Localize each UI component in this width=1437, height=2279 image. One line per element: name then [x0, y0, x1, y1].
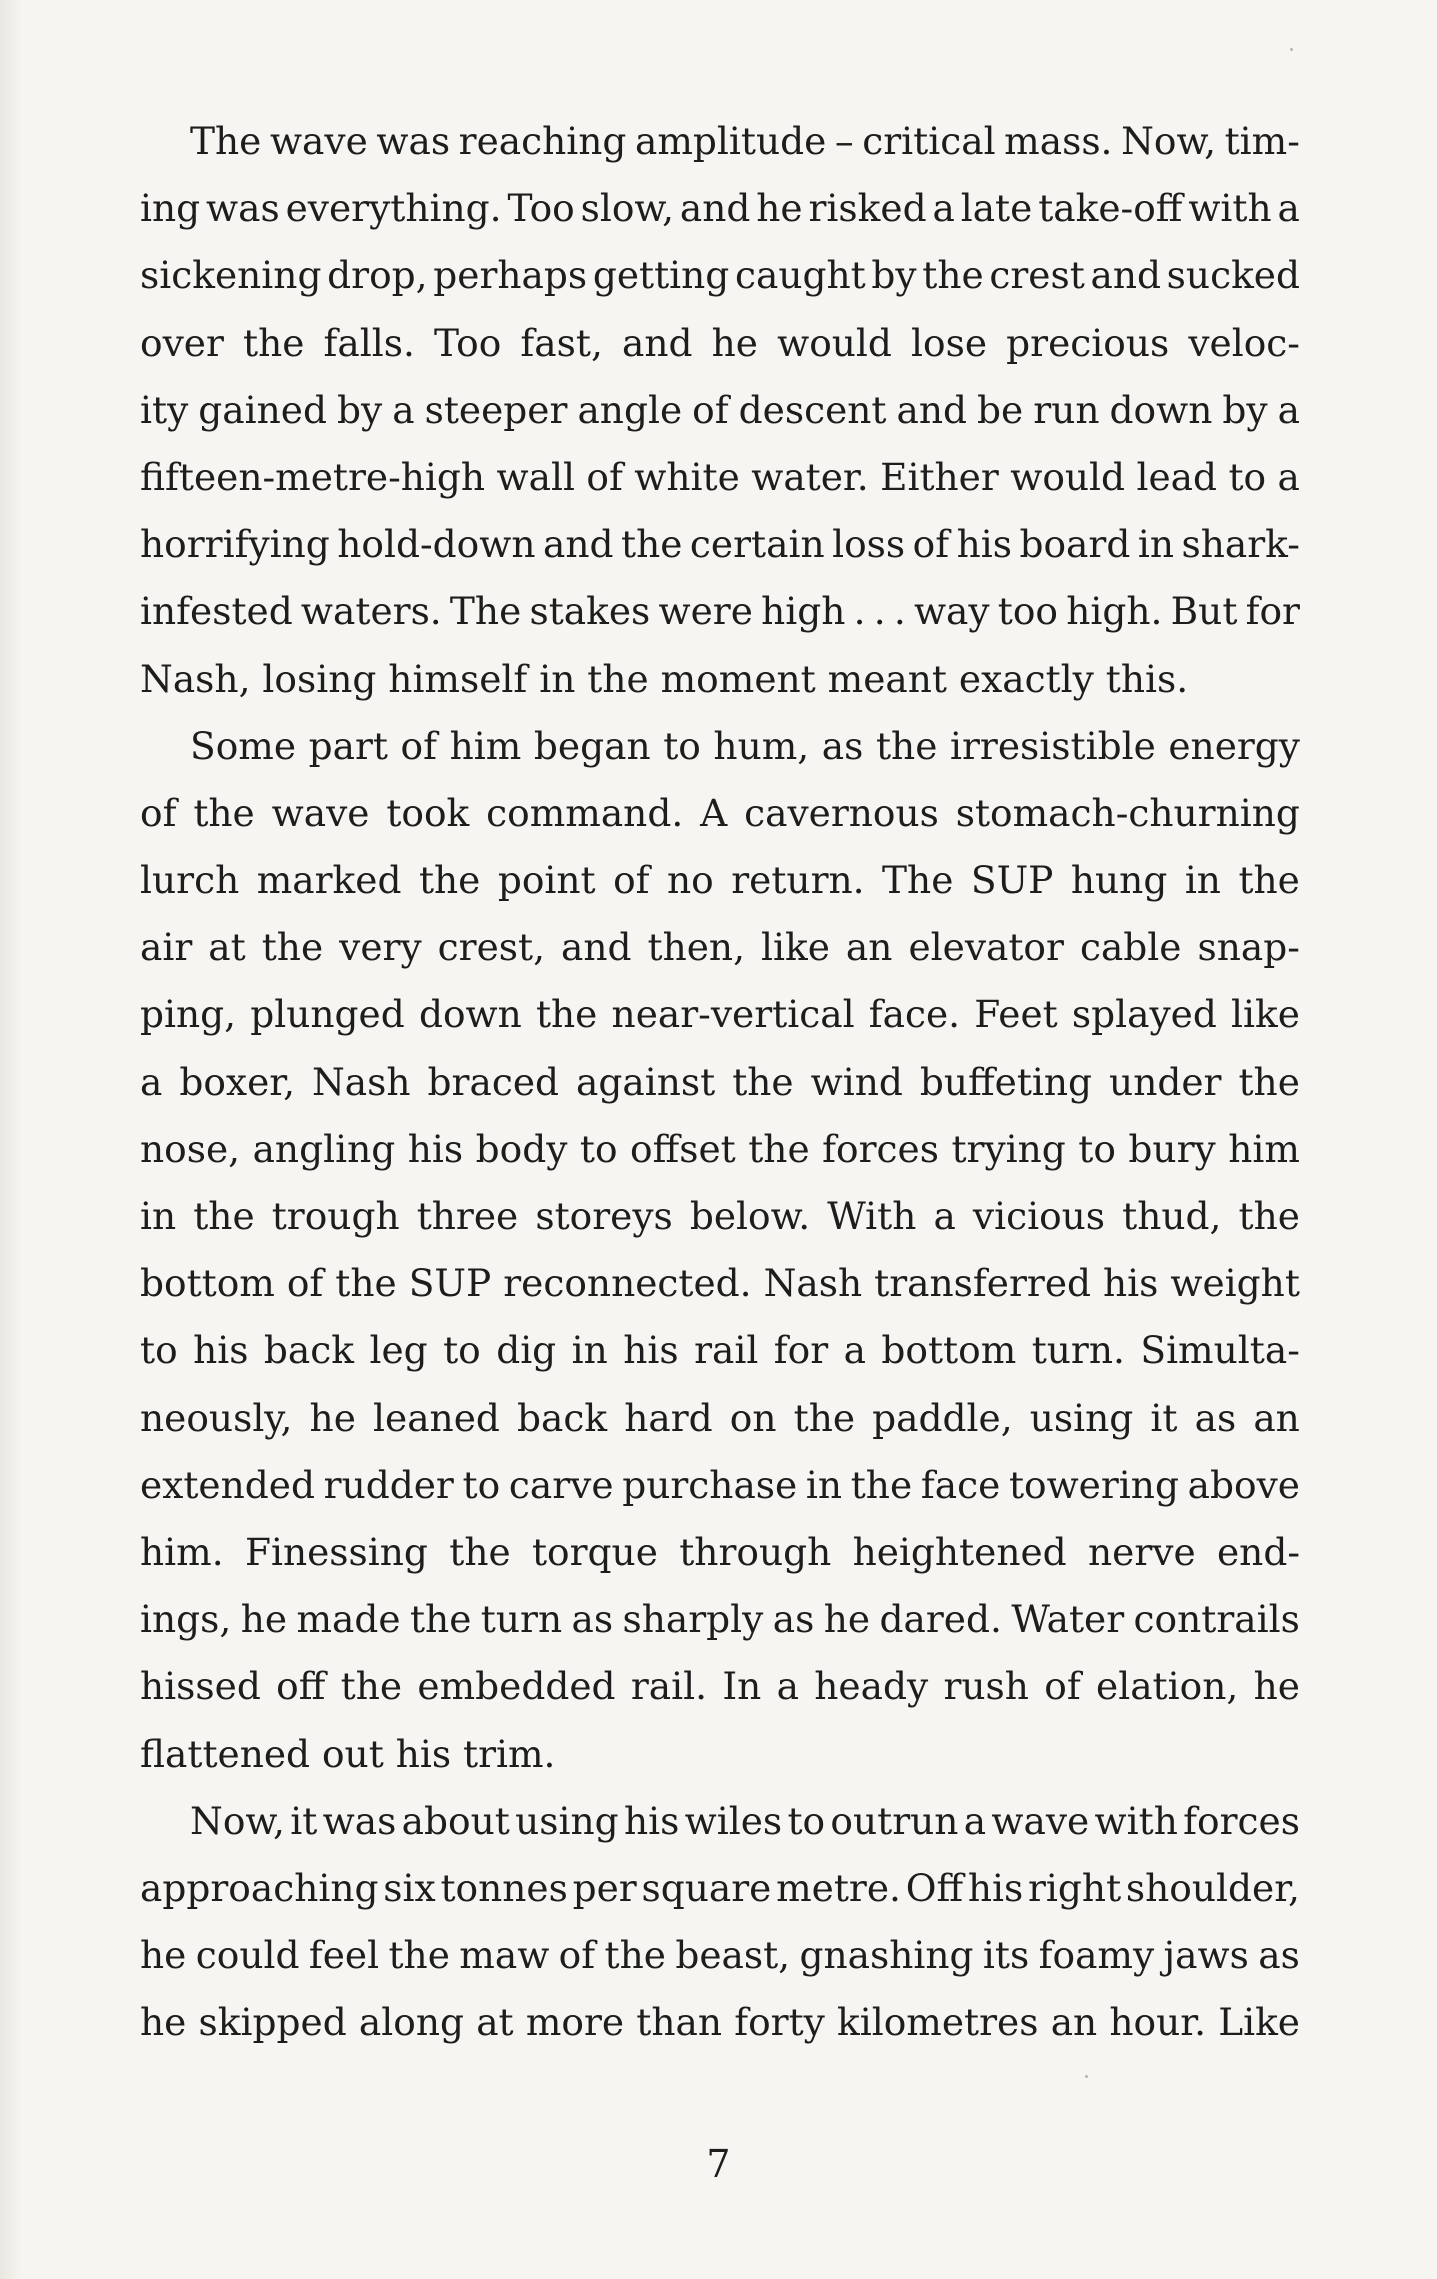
page-edge: [0, 0, 22, 2279]
text-line: nose, angling his body to offset the forces trying to bury him: [140, 1126, 1300, 1171]
text-line: over the falls. Too fast, and he would lose precious veloc-: [140, 320, 1300, 365]
text-line: Now, it was about using his wiles to outrun a wave with forces: [190, 1798, 1300, 1843]
text-line: flattened out his trim.: [140, 1731, 556, 1776]
text-line: fifteen-metre-high wall of white water. Either would lead to a: [140, 454, 1300, 499]
text-line: hissed off the embedded rail. In a heady rush of elation, he: [140, 1664, 1300, 1709]
body-text: [140, 108, 1300, 2056]
text-line: lurch marked the point of no return. The SUP hung in the: [140, 858, 1300, 903]
paragraph-3: [140, 1788, 1300, 2057]
text-line: him. Finessing the torque through heightened nerve end-: [140, 1529, 1300, 1574]
text-line: approaching six tonnes per square metre. Off his right shoulder,: [140, 1865, 1300, 1910]
text-line: ing was everything. Too slow, and he risked a late take-off with a: [140, 186, 1300, 231]
text-line: Nash, losing himself in the moment meant exactly this.: [140, 656, 1189, 701]
text-line: of the wave took command. A cavernous stomach-churning: [140, 790, 1300, 835]
paper-speck: [1085, 2075, 1088, 2078]
text-line: horrifying hold-down and the certain loss of his board in shark-: [140, 522, 1300, 567]
text-line: to his back leg to dig in his rail for a bottom turn. Simulta-: [140, 1328, 1300, 1373]
text-line: he could feel the maw of the beast, gnashing its foamy jaws as: [140, 1933, 1300, 1978]
paragraph-1: [140, 108, 1300, 713]
text-line: sickening drop, perhaps getting caught by the crest and sucked: [140, 253, 1300, 298]
text-line: extended rudder to carve purchase in the face towering above: [140, 1462, 1300, 1507]
text-line: a boxer, Nash braced against the wind buffeting under the: [140, 1059, 1300, 1104]
text-line: infested waters. The stakes were high . . . way too high. But for: [140, 589, 1300, 634]
text-line: ings, he made the turn as sharply as he dared. Water contrails: [140, 1597, 1300, 1642]
text-line: he skipped along at more than forty kilometres an hour. Like: [140, 2000, 1300, 2045]
text-line: ity gained by a steeper angle of descent and be run down by a: [140, 387, 1300, 432]
text-line: neously, he leaned back hard on the paddle, using it as an: [140, 1395, 1300, 1440]
paper-speck: [1290, 48, 1293, 51]
text-line: Some part of him began to hum, as the irresistible energy: [190, 723, 1300, 768]
text-line: in the trough three storeys below. With a vicious thud, the: [140, 1194, 1300, 1238]
page-number: 7: [706, 2142, 731, 2186]
text-line: bottom of the SUP reconnected. Nash transferred his weight: [140, 1261, 1300, 1306]
text-line: ping, plunged down the near-vertical face. Feet splayed like: [140, 992, 1300, 1037]
text-line: air at the very crest, and then, like an elevator cable snap-: [140, 925, 1300, 970]
text-line: The wave was reaching amplitude – critical mass. Now, tim-: [190, 119, 1300, 163]
paragraph-2: [140, 713, 1300, 1788]
